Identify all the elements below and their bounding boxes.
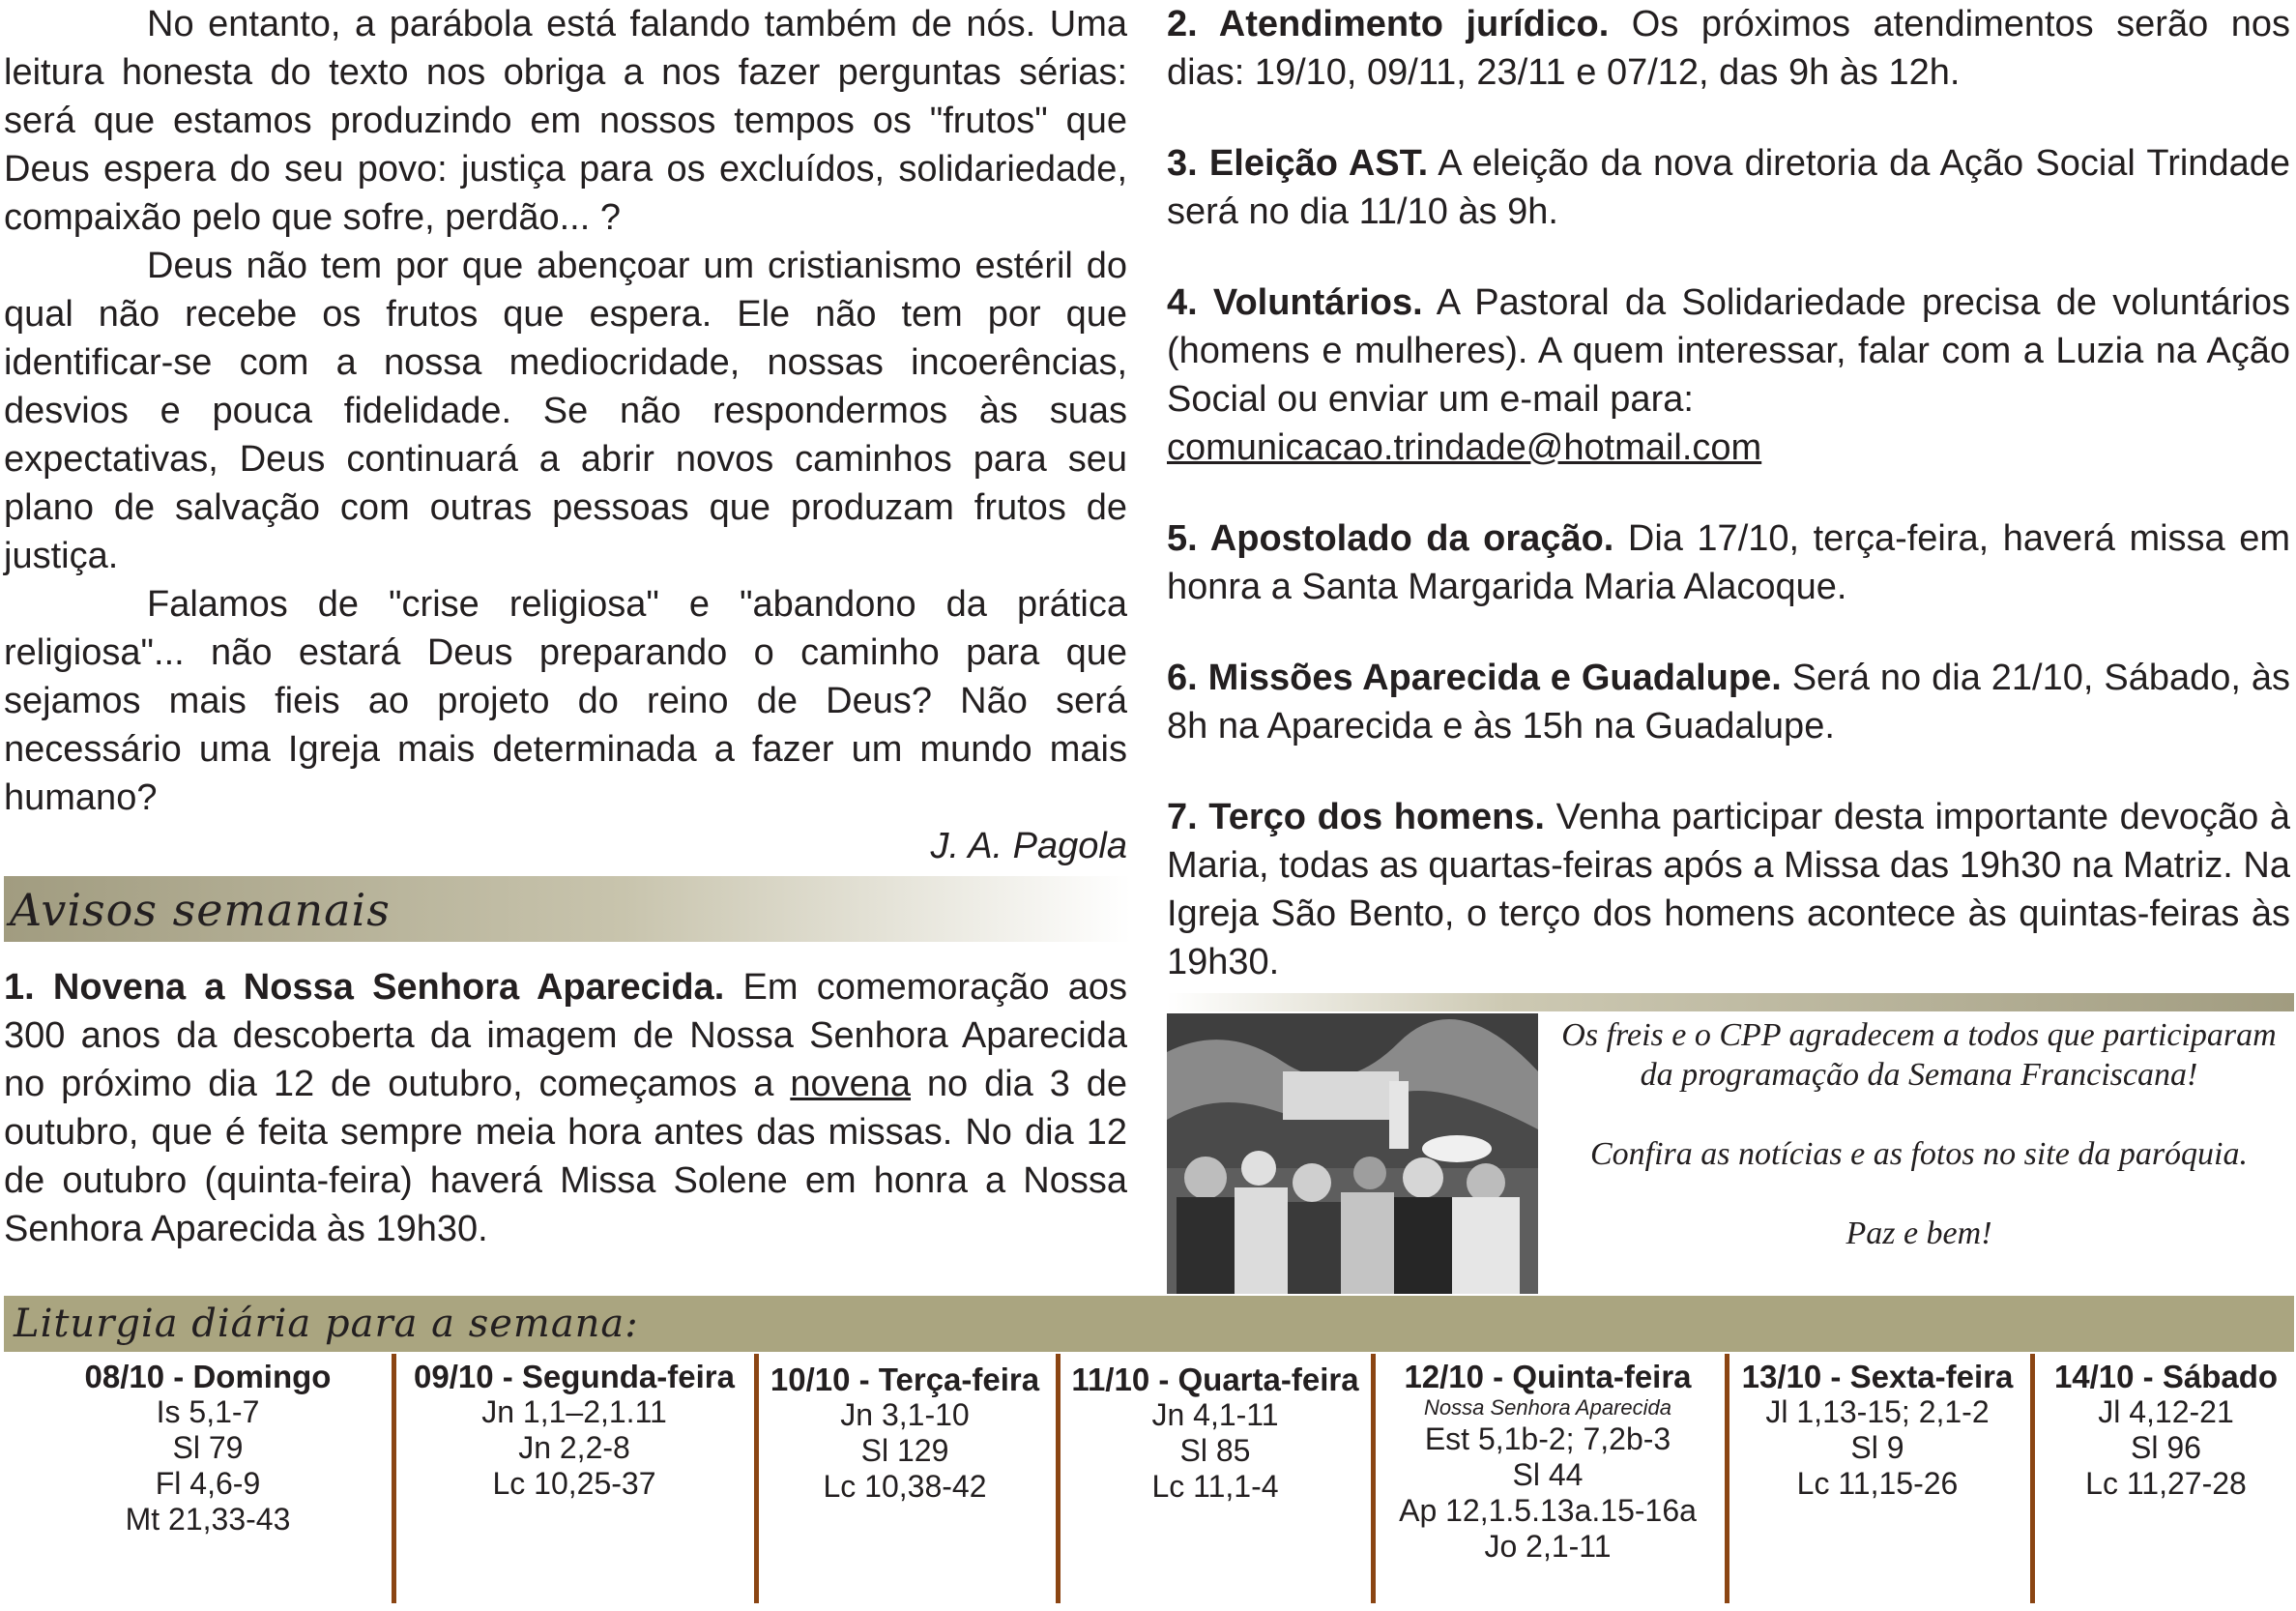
aviso-6-title: 6. Missões Aparecida e Guadalupe. [1167, 658, 1782, 698]
liturgia-reading: Is 5,1-7 [156, 1394, 260, 1429]
liturgia-reading: Sl 96 [2131, 1430, 2201, 1465]
aviso-5 [1167, 514, 2290, 611]
liturgia-reading: Lc 11,15-26 [1796, 1466, 1959, 1501]
aviso-4-text: A Pastoral da Solidariedade precisa de voluntários (homens e mulheres). A quem interessar, falar com a Luzia na Ação Social ou enviar um e-mail para: [1167, 282, 2290, 420]
liturgia-reading: Mt 21,33-43 [125, 1502, 291, 1537]
aviso-7-title: 7. Terço dos homens. [1167, 797, 1545, 837]
liturgia-reading: Jl 1,13-15; 2,1-2 [1765, 1394, 1990, 1429]
liturgia-reading: Sl 9 [1850, 1430, 1904, 1465]
thanks-message [1547, 1015, 2291, 1253]
reflection-author: J. A. Pagola [930, 826, 1127, 866]
liturgia-separator [2030, 1354, 2035, 1603]
aviso-1-text-a: Em comemoração aos 300 anos da descoberta da imagem de Nossa Senhora Aparecida no próximo dia 12 de outubro, começamos a [4, 967, 1127, 1104]
liturgia-reading: Sl 129 [860, 1433, 949, 1468]
aviso-5-title: 5. Apostolado da oração. [1167, 518, 1614, 559]
aviso-1-title: 1. Novena a Nossa Senhora Aparecida. [4, 967, 725, 1008]
liturgia-reading: Est 5,1b-2; 7,2b-3 [1424, 1421, 1671, 1456]
thanks-line-1: Os freis e o CPP agradecem a todos que participaram da programação da Semana Franciscana! [1561, 1017, 2277, 1093]
liturgia-day-header: 11/10 - Quarta-feira [1071, 1362, 1359, 1397]
aviso-4 [1167, 278, 2290, 472]
aviso-2 [1167, 0, 2290, 97]
liturgia-reading: Lc 11,27-28 [2085, 1466, 2247, 1501]
aviso-2-text: Os próximos atendimentos serão nos dias: 19/10, 09/11, 23/11 e 07/12, das 9h às 12h. [1167, 4, 2290, 93]
aviso-3-title: 3. Eleição AST. [1167, 143, 1429, 184]
liturgia-day-5 [1379, 1359, 1717, 1565]
thanks-divider [1167, 993, 2294, 1011]
reflection-paragraph-2: Deus não tem por que abençoar um cristianismo estéril do qual não recebe os frutos que espera. Ele não tem por que identificar-se com a nossa mediocridade, nossas incoerências, desvios e pouca fidelidade. Se não respondermos às suas expectativas, Deus continuará a abrir novos caminhos para seu plano de salvação com outras pessoas que produzam frutos de justiça. [4, 246, 1127, 576]
aviso-7 [1167, 793, 2290, 986]
liturgia-day-header: 09/10 - Segunda-feira [414, 1359, 735, 1394]
liturgia-reading: Jn 1,1–2,1.11 [481, 1394, 667, 1429]
liturgia-separator [1725, 1354, 1729, 1603]
aviso-1 [4, 963, 1127, 1253]
thanks-line-2: Confira as notícias e as fotos no site da paróquia. [1589, 1136, 2249, 1172]
liturgia-day-6 [1732, 1359, 2022, 1502]
aviso-5-text: Dia 17/10, terça-feira, haverá missa em honra a Santa Margarida Maria Alacoque. [1167, 518, 2290, 607]
liturgia-day-header: 13/10 - Sexta-feira [1741, 1359, 2014, 1394]
liturgia-reading: Sl 85 [1179, 1433, 1251, 1468]
liturgia-reading: Ap 12,1.5.13a.15-16a [1399, 1493, 1697, 1528]
liturgia-separator [392, 1354, 396, 1603]
liturgia-reading: Jo 2,1-11 [1484, 1529, 1612, 1564]
liturgia-reading: Lc 10,25-37 [492, 1466, 656, 1501]
avisos-title: Avisos semanais [10, 884, 391, 936]
thanks-line-3: Paz e bem! [1846, 1216, 1992, 1251]
aviso-2-title: 2. Atendimento jurídico. [1167, 4, 1610, 44]
liturgia-day-header: 10/10 - Terça-feira [770, 1362, 1040, 1397]
liturgia-reading: Fl 4,6-9 [155, 1466, 261, 1501]
aviso-6-text: Será no dia 21/10, Sábado, às 8h na Aparecida e às 15h na Guadalupe. [1167, 658, 2290, 747]
email-link[interactable]: comunicacao.trindade@hotmail.com [1167, 427, 1762, 468]
liturgia-day-2 [398, 1359, 750, 1502]
group-photo-image [1167, 1013, 1538, 1294]
liturgia-reading: Jn 4,1-11 [1151, 1397, 1279, 1432]
aviso-7-text: Venha participar desta importante devoção à Maria, todas as quartas-feiras após a Missa das 19h30 na Matriz. Na Igreja São Bento, o terço dos homens acontece às quintas-feiras às 19h30. [1167, 797, 2290, 982]
liturgia-day-header: 14/10 - Sábado [2053, 1359, 2279, 1394]
reflection-paragraph-3: Falamos de "crise religiosa" e "abandono da prática religiosa"... não estará Deus preparando o caminho para que sejamos mais fieis ao projeto do reino de Deus? Não será necessário uma Igreja mais determinada a fazer um mundo mais humano? [4, 584, 1127, 818]
liturgia-reading: Lc 11,1-4 [1151, 1469, 1279, 1504]
liturgia-day-3 [760, 1362, 1050, 1505]
liturgia-day-4 [1063, 1362, 1367, 1505]
liturgia-reading: Jn 3,1-10 [840, 1397, 970, 1432]
liturgia-banner [4, 1296, 2294, 1352]
liturgia-title: Liturgia diária para a semana: [14, 1302, 639, 1346]
aviso-6 [1167, 654, 2290, 750]
liturgia-day-feast: Nossa Senhora Aparecida [1423, 1395, 1671, 1420]
liturgia-reading: Jn 2,2-8 [518, 1430, 630, 1465]
left-column [4, 0, 1127, 870]
reflection-paragraph-1: No entanto, a parábola está falando também de nós. Uma leitura honesta do texto nos obriga a nos fazer perguntas sérias: será que estamos produzindo em nossos tempos os "frutos" que Deus espera do seu povo: justiça para os excluídos, solidariedade, compaixão pelo que sofre, perdão... ? [4, 4, 1127, 238]
group-photo [1167, 1013, 1538, 1294]
liturgia-separator [1371, 1354, 1376, 1603]
aviso-3-text: A eleição da nova diretoria da Ação Social Trindade será no dia 11/10 às 9h. [1167, 143, 2290, 232]
liturgia-reading: Jl 4,12-21 [2098, 1394, 2234, 1429]
aviso-1-text-b: no dia 3 de outubro, que é feita sempre meia hora antes das missas. No dia 12 de outubro (quinta-feira) haverá Missa Solene em honra a Nossa Senhora Aparecida às 19h30. [4, 1064, 1127, 1249]
avisos-banner [4, 876, 1131, 942]
liturgia-separator [754, 1354, 759, 1603]
liturgia-reading: Sl 79 [172, 1430, 244, 1465]
liturgia-day-header: 12/10 - Quinta-feira [1404, 1359, 1692, 1394]
aviso-4-title: 4. Voluntários. [1167, 282, 1423, 323]
liturgia-reading: Lc 10,38-42 [823, 1469, 987, 1504]
liturgia-day-7 [2038, 1359, 2294, 1502]
liturgia-reading: Sl 44 [1512, 1457, 1584, 1492]
right-column [1167, 0, 2290, 986]
liturgia-separator [1056, 1354, 1061, 1603]
novena-link[interactable]: novena [790, 1064, 911, 1104]
liturgia-day-header: 08/10 - Domingo [84, 1359, 332, 1394]
aviso-3 [1167, 139, 2290, 236]
liturgia-day-1 [48, 1359, 367, 1538]
